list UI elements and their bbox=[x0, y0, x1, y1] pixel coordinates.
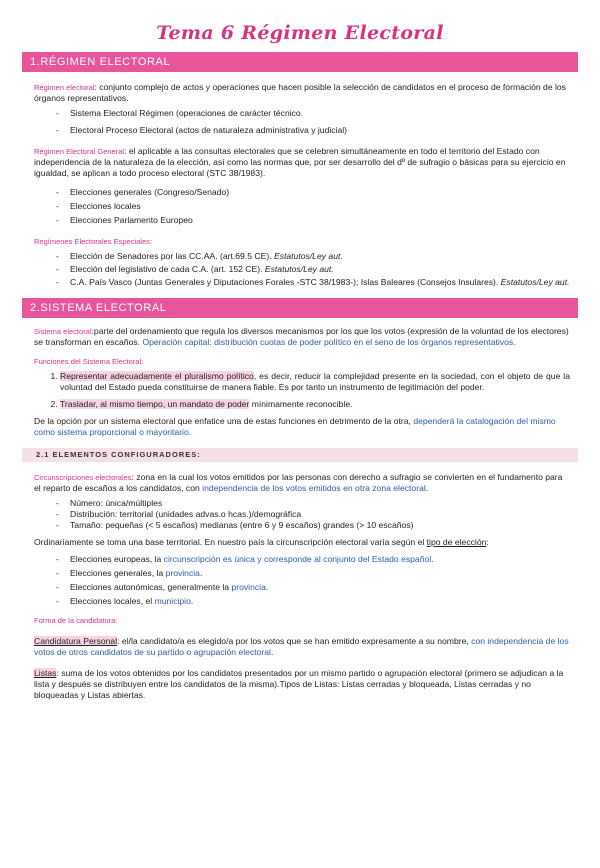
term-sistema-electoral: Sistema electoral bbox=[34, 327, 92, 336]
list-item: - Elecciones locales bbox=[56, 201, 570, 212]
list-item: - Elecciones autonómicas, generalmente la provincia. bbox=[56, 582, 570, 593]
list-item: 2. Trasladar, al mismo tiempo, un mandato de poder mínimamente reconocible. bbox=[60, 399, 570, 410]
list-item: - Electoral Proceso Electoral (actos de naturaleza administrativa y judicial) bbox=[56, 125, 570, 136]
term-candidatura-personal: Candidatura Personal bbox=[34, 636, 118, 646]
sistema-electoral-definition: Sistema electoral:parte del ordenamiento que regula los diversos mecanismos por los que los votos (expresión de la voluntad de los electores) se transforman en escaños. Operación capital: distribución cuotas de poder político en el seno de los órganos representativos. bbox=[34, 326, 569, 347]
circunscripciones-definition: Circunscripciones electorales: zona en la cual los votos emitidos por las personas con derecho a sufragio se convierten en el fundamento para el reparto de escaños a los candidatos, con independencia de los votos emitidos en otra zona electoral. bbox=[34, 472, 563, 493]
list-item: - Tamaño: pequeñas (< 5 escaños) medianas (entre 6 y 9 escaños) grandes (> 10 escaños) bbox=[56, 520, 570, 531]
list-item: - Distribución: territorial (unidades advas.o hcas.)/demográfica bbox=[56, 509, 570, 520]
term-listas: Listas bbox=[34, 668, 57, 678]
listas-definition: Listas: suma de los votos obtenidos por los candidatos presentados por un mismo partido o agrupación electoral (primero se adjudican a la lista y después se distribuyen entre los candidatos de la misma).Tipos de Listas: Listas cerradas y bloqueada, Listas cerradas y no bloqueadas y Listas abiertas. bbox=[34, 668, 564, 700]
term-funciones: Funciones del Sistema Electoral: bbox=[34, 357, 144, 366]
list-item: - Elección del legislativo de cada C.A. (art. 152 CE). Estatutos/Ley aut. bbox=[56, 264, 570, 275]
list-item: - Elecciones generales (Congreso/Senado) bbox=[56, 187, 570, 198]
regimen-list bbox=[34, 108, 570, 136]
opcion-paragraph: De la opción por un sistema electoral que enfatice una de estas funciones en detrimento de la otra, dependerá la catalogación del mismo como sistema proporcional o mayoritario. bbox=[34, 416, 556, 437]
regimen-general-definition: Régimen Electoral General: el aplicable a las consultas electorales que se celebren simultáneamente en todo el territorio del Estado con independencia de la naturaleza de la elección, así como las normas que, por ser desarrollo del dº de sufragio o básicas para su ejercicio en igualdad, se aplican a todo proceso electoral (STC 38/1983). bbox=[34, 146, 566, 178]
section-heading-sistema: 2.SISTEMA ELECTORAL bbox=[22, 298, 578, 318]
list-item: - C.A. País Vasco (Juntas Generales y Diputaciones Forales -STC 38/1983-); Islas Baleares (Consejos Insulares). Estatutos/Ley aut. bbox=[56, 277, 570, 288]
section-sistema-content bbox=[34, 326, 570, 438]
subsection-elementos-content bbox=[34, 472, 570, 701]
elecciones-list bbox=[34, 554, 570, 607]
candidatura-personal-definition: Candidatura Personal: el/la candidato/a es elegido/a por los votos que se han emitido expresamente a su nombre, con independencia de los votos de otros candidatos de su partido o agrupación electoral. bbox=[34, 636, 569, 657]
term-regimen-electoral: Régimen electoral bbox=[34, 83, 95, 92]
funciones-list bbox=[34, 371, 570, 410]
regimen-general-list bbox=[34, 187, 570, 226]
term-forma-candidatura: Forma de la candidatura: bbox=[34, 616, 118, 625]
subsection-heading-elementos: 2.1 ELEMENTOS CONFIGURADORES: bbox=[22, 448, 578, 462]
term-regimenes-especiales: Regímenes Electorales Especiales: bbox=[34, 237, 152, 246]
section-heading-regimen: 1.RÉGIMEN ELECTORAL bbox=[22, 52, 578, 72]
list-item: - Número: única/múltiples bbox=[56, 498, 570, 509]
circunscripciones-list bbox=[34, 498, 570, 531]
regimenes-especiales-list bbox=[34, 251, 570, 288]
base-territorial-paragraph: Ordinariamente se toma una base territorial. En nuestro país la circunscripción electoral varía según el tipo de elección: bbox=[34, 537, 489, 547]
term-regimen-general: Régimen Electoral General bbox=[34, 147, 125, 156]
list-item: - Sistema Electoral Régimen (operaciones de carácter técnico. bbox=[56, 108, 570, 119]
list-item: - Elecciones locales, el municipio. bbox=[56, 596, 570, 607]
list-item: - Elecciones Parlamento Europeo bbox=[56, 215, 570, 226]
regimen-electoral-definition: Régimen electoral: conjunto complejo de actos y operaciones que hacen posible la selección de candidatos en el proceso de formación de los órganos representativos. bbox=[34, 82, 566, 103]
list-item: 1. Representar adecuadamente el pluralismo político, es decir, reducir la complejidad presente en la sociedad, con el objeto de que la voluntad del Estado pueda constituirse de manera fiable. Es por tanto un instrumento de legitimación del poder. bbox=[60, 371, 570, 393]
term-circunscripciones: Circunscripciones electorales bbox=[34, 473, 132, 482]
page-title: Tema 6 Régimen Electoral bbox=[156, 22, 444, 44]
list-item: - Elecciones generales, la provincia. bbox=[56, 568, 570, 579]
list-item: - Elecciones europeas, la circunscripción es única y corresponde al conjunto del Estado español. bbox=[56, 554, 570, 565]
section-regimen-content bbox=[34, 82, 570, 288]
list-item: - Elección de Senadores por las CC.AA. (art.69.5 CE). Estatutos/Ley aut. bbox=[56, 251, 570, 262]
